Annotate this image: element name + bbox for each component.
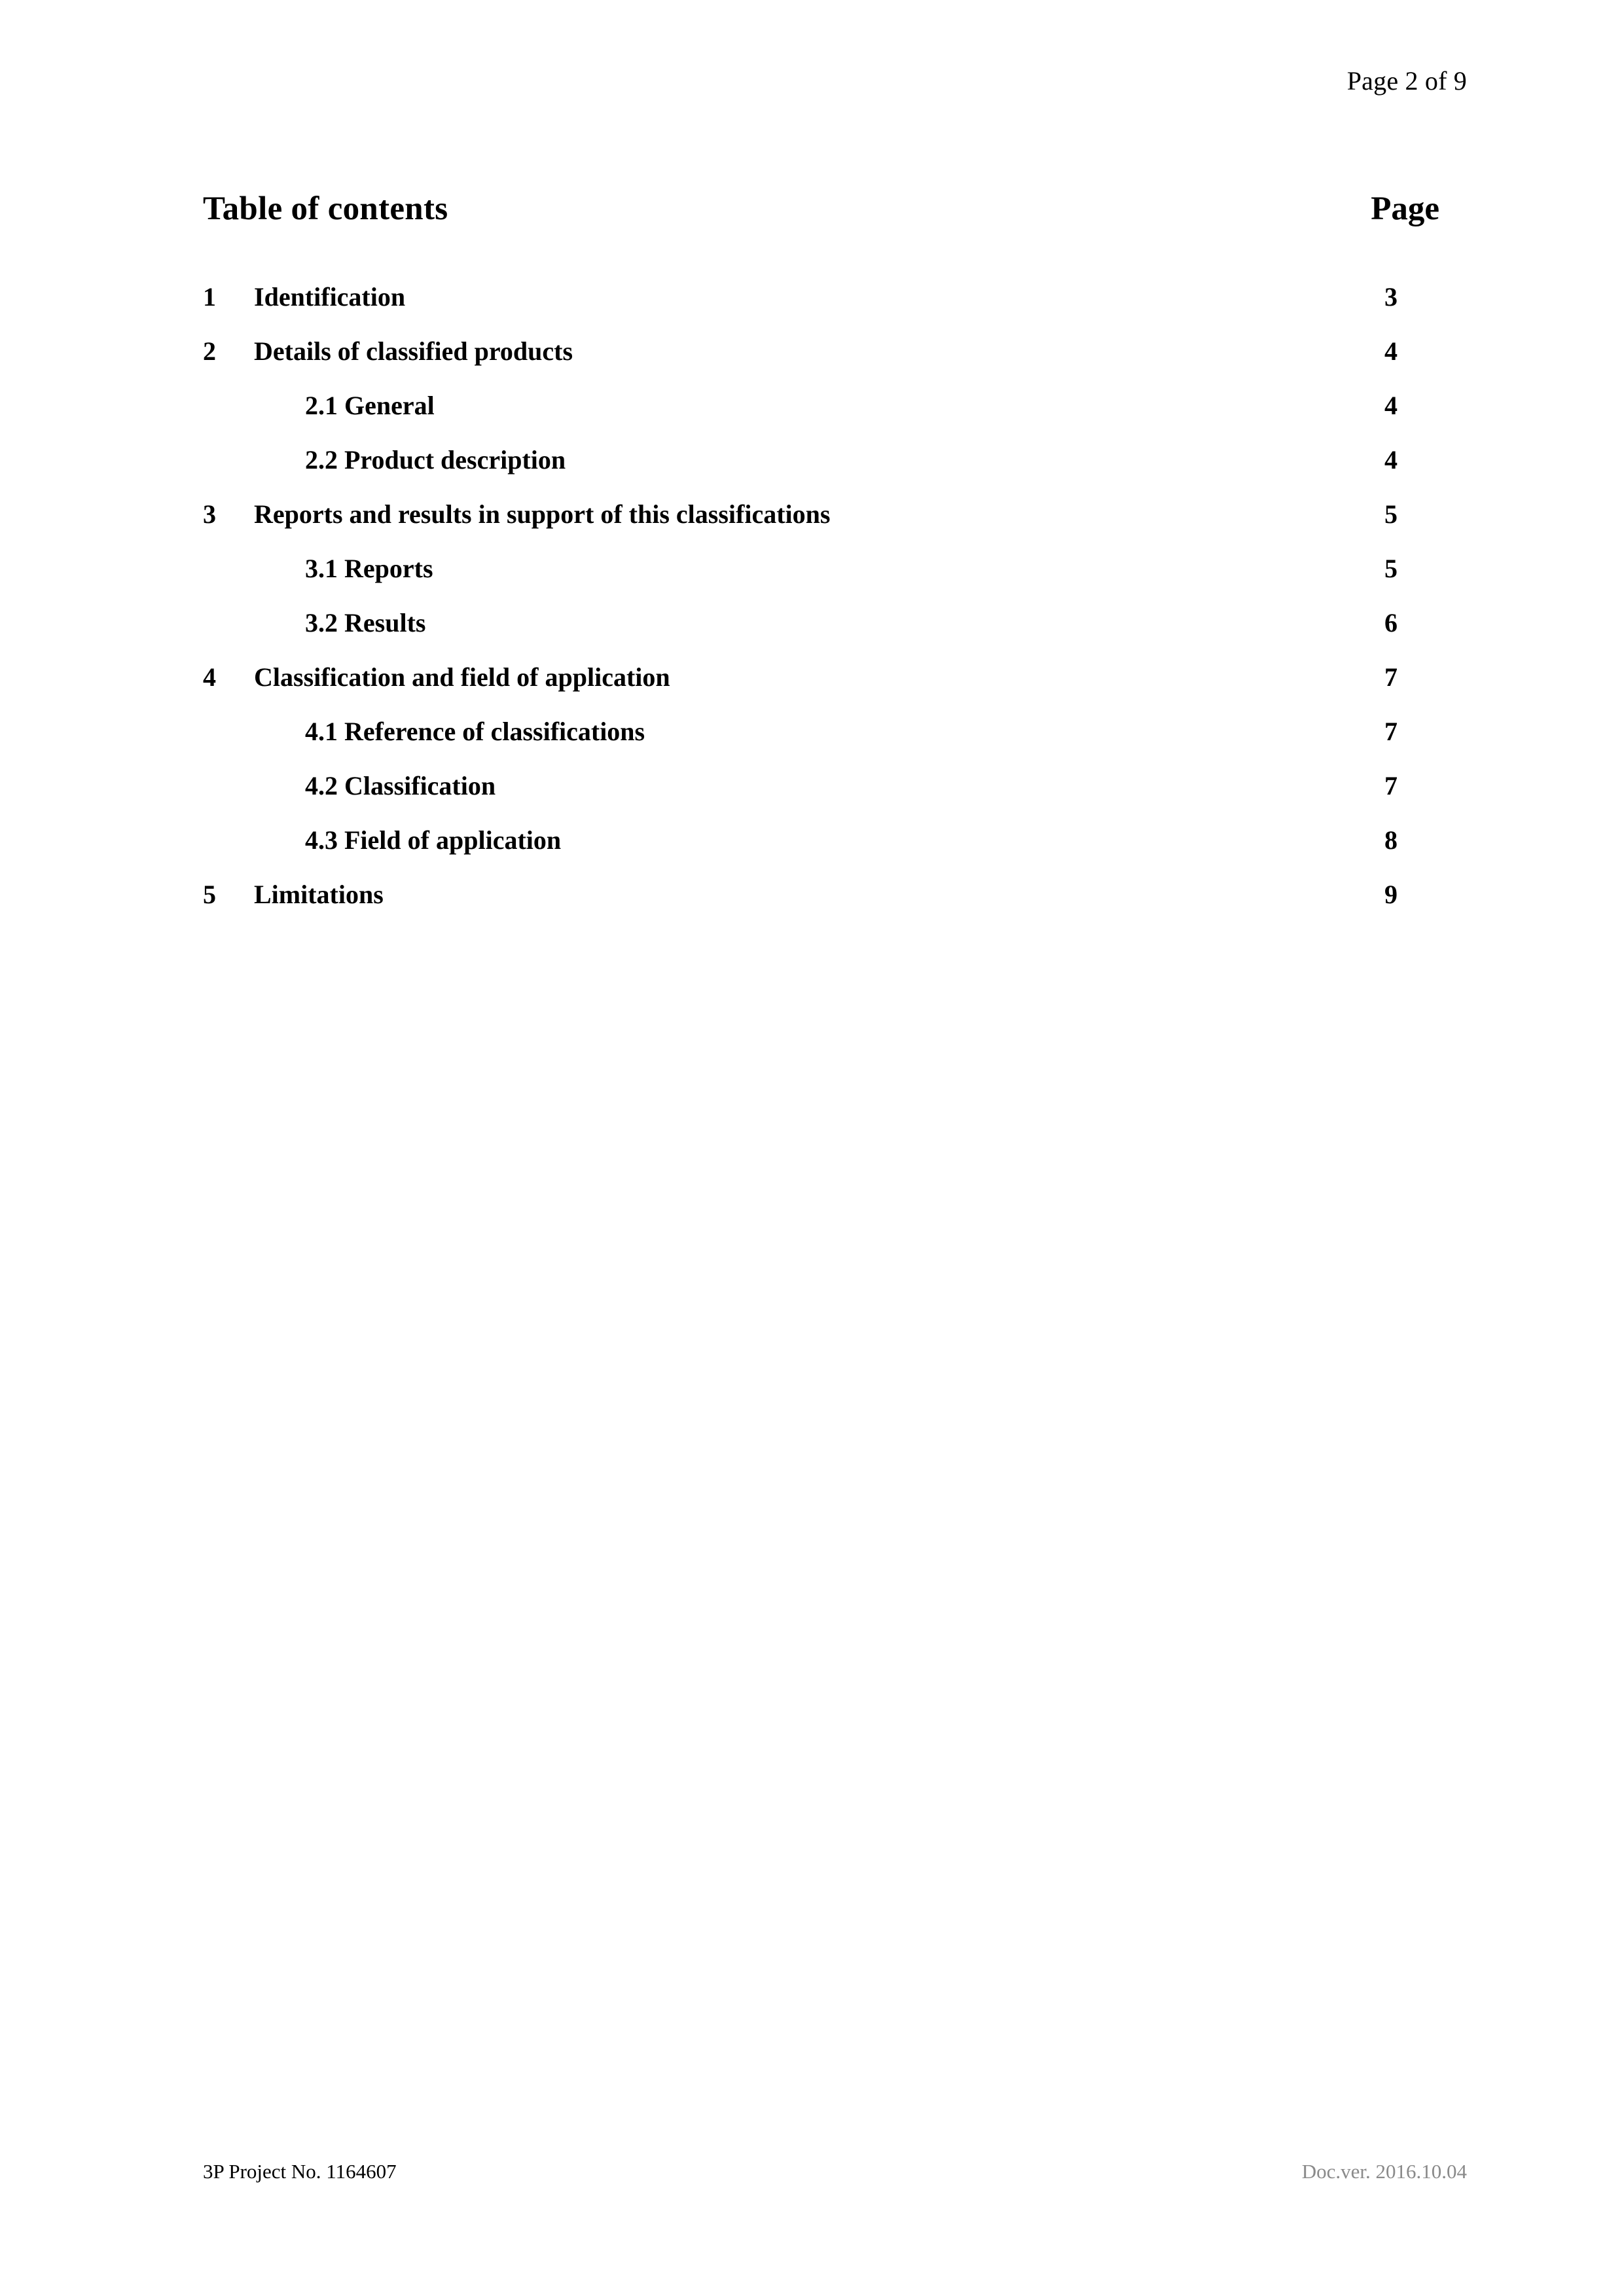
toc-page-column-label: Page bbox=[1371, 190, 1439, 227]
toc-entry-number: 3 bbox=[203, 499, 216, 529]
toc-entry-label: 2.1 General bbox=[305, 391, 435, 420]
toc-entry-label: Details of classified products bbox=[254, 336, 573, 366]
toc-entry[interactable] bbox=[203, 607, 1463, 662]
toc-entry[interactable] bbox=[203, 879, 1463, 933]
toc-entry[interactable] bbox=[203, 825, 1463, 879]
toc-entry-label: 3.2 Results bbox=[305, 608, 426, 637]
toc-entry-list bbox=[203, 281, 1463, 933]
footer-project-number: 3P Project No. 1164607 bbox=[203, 2160, 397, 2183]
footer-doc-version: Doc.ver. 2016.10.04 bbox=[1301, 2160, 1467, 2183]
toc-entry[interactable] bbox=[203, 281, 1463, 336]
toc-entry-label: Limitations bbox=[254, 880, 384, 909]
toc-entry-page: 6 bbox=[1384, 608, 1398, 637]
toc-entry-page: 9 bbox=[1384, 880, 1398, 909]
page-title: Table of contents bbox=[203, 190, 448, 227]
toc-entry-number: 1 bbox=[203, 282, 216, 312]
toc-entry[interactable] bbox=[203, 336, 1463, 390]
table-of-contents bbox=[203, 190, 1463, 933]
toc-entry-page: 5 bbox=[1384, 499, 1398, 529]
toc-entry-page: 5 bbox=[1384, 554, 1398, 583]
toc-entry-page: 7 bbox=[1384, 771, 1398, 800]
toc-entry-page: 7 bbox=[1384, 717, 1398, 746]
toc-entry-label: Classification and field of application bbox=[254, 662, 670, 692]
toc-entry[interactable] bbox=[203, 499, 1463, 553]
toc-entry-page: 4 bbox=[1384, 445, 1398, 475]
toc-entry[interactable] bbox=[203, 553, 1463, 607]
toc-entry-label: 4.2 Classification bbox=[305, 771, 496, 800]
toc-entry-number: 2 bbox=[203, 336, 216, 366]
toc-entry-label: Reports and results in support of this classifications bbox=[254, 499, 831, 529]
toc-entry-label: 4.1 Reference of classifications bbox=[305, 717, 645, 746]
toc-entry[interactable] bbox=[203, 662, 1463, 716]
toc-entry-label: 4.3 Field of application bbox=[305, 825, 562, 855]
toc-entry-label: 3.1 Reports bbox=[305, 554, 433, 583]
toc-entry[interactable] bbox=[203, 770, 1463, 825]
toc-entry[interactable] bbox=[203, 716, 1463, 770]
toc-entry[interactable] bbox=[203, 390, 1463, 444]
toc-entry[interactable] bbox=[203, 444, 1463, 499]
toc-entry-page: 7 bbox=[1384, 662, 1398, 692]
toc-entry-label: 2.2 Product description bbox=[305, 445, 566, 475]
toc-entry-page: 4 bbox=[1384, 391, 1398, 420]
toc-entry-page: 4 bbox=[1384, 336, 1398, 366]
toc-entry-number: 4 bbox=[203, 662, 216, 692]
toc-header-row bbox=[203, 190, 1463, 228]
toc-entry-page: 8 bbox=[1384, 825, 1398, 855]
toc-entry-page: 3 bbox=[1384, 282, 1398, 312]
page-indicator: Page 2 of 9 bbox=[1346, 66, 1467, 96]
toc-entry-number: 5 bbox=[203, 880, 216, 909]
toc-entry-label: Identification bbox=[254, 282, 406, 312]
page-footer bbox=[203, 2160, 1467, 2183]
